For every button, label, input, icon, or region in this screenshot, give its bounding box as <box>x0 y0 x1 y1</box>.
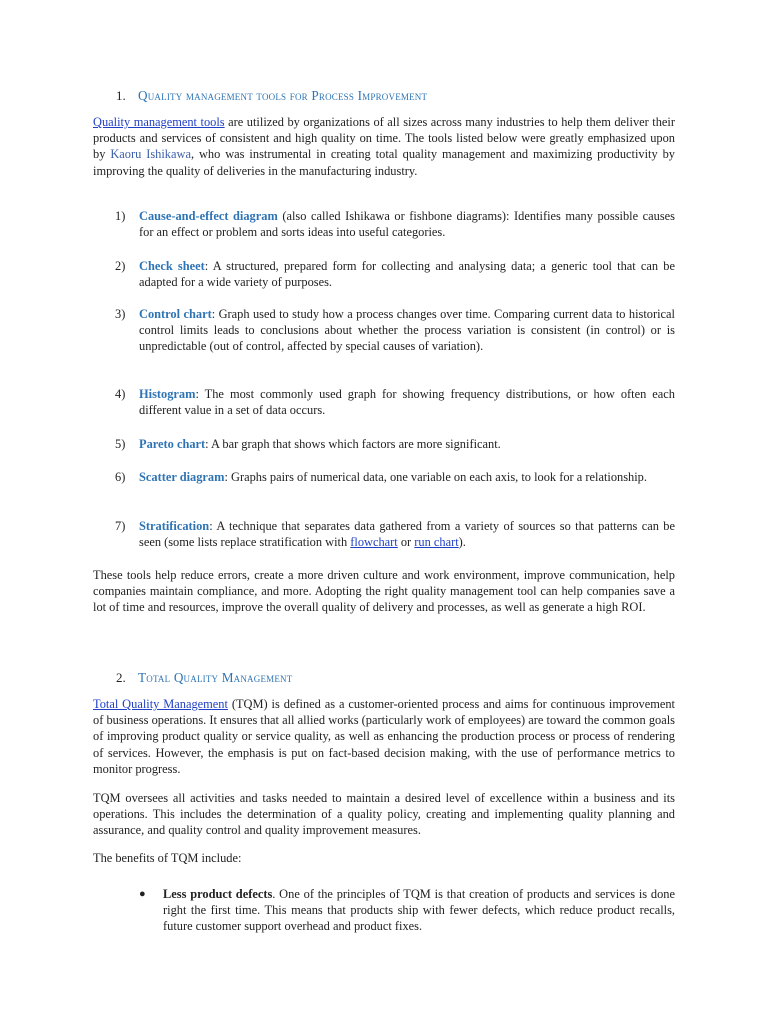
tool-description: : A technique that separates data gathered from a variety of sources so that patterns can be seen (some lists replace stratification with <box>139 519 675 550</box>
tool-item-6 <box>115 469 675 485</box>
tool-term: Pareto chart <box>139 437 206 451</box>
flowchart-link[interactable]: flowchart <box>350 535 398 550</box>
tqm-definition-paragraph <box>93 696 675 777</box>
tool-description: : Graphs pairs of numerical data, one variable on each axis, to look for a relationship. <box>224 470 647 484</box>
tool-number: 6) <box>115 470 126 484</box>
intro-paragraph <box>93 114 675 179</box>
bullet-icon: ● <box>139 888 146 900</box>
tool-description: : The most commonly used graph for showing frequency distributions, or how often each different value in a set of data occurs. <box>139 387 675 418</box>
tool-item-4 <box>115 386 675 418</box>
tool-item-5 <box>115 436 675 452</box>
section-2-number: 2. <box>116 670 126 685</box>
tool-number: 4) <box>115 387 126 401</box>
section-1-title: Quality management tools for Process Improvement <box>138 88 428 103</box>
total-quality-management-link[interactable]: Total Quality Management <box>93 697 228 711</box>
tool-description-end: ). <box>458 535 466 550</box>
tool-term: Cause-and-effect diagram <box>139 209 278 223</box>
section-1-number: 1. <box>116 88 126 103</box>
intro-text-1: are utilized by organizations of all sizes across many industries to help them deliver their products and services of consistent and high quality on time. The tools listed below were greatly emphasized upon by <box>93 115 675 162</box>
tool-description: : Graph used to study how a process changes over time. Comparing current data to historical control limits leads to conclusions about whether the process variation is consistent (in control) or is unpredictable (out of control, affected by special causes of variation). <box>139 307 675 354</box>
tool-number: 5) <box>115 437 126 451</box>
tool-description: : A structured, prepared form for collecting and analysing data; a generic tool that can be adapted for a wide variety of purposes. <box>139 259 675 290</box>
tool-number: 2) <box>115 259 126 273</box>
tool-number: 7) <box>115 519 126 533</box>
benefit-item-1 <box>139 886 675 935</box>
tool-number: 1) <box>115 209 126 223</box>
tqm-oversees-paragraph: TQM oversees all activities and tasks needed to maintain a desired level of excellence within a business and its operations. This includes the determination of a quality policy, creating and implementing quality planning and assurance, and quality control and quality improvement measures. <box>93 791 675 838</box>
tool-number: 3) <box>115 307 126 321</box>
tool-description: : A bar graph that shows which factors are more significant. <box>205 437 501 451</box>
tool-item-7 <box>115 518 675 550</box>
tool-description-mid: or <box>397 535 415 550</box>
benefit-description: . One of the principles of TQM is that creation of products and services is done right the first time. This means that products ship with fewer defects, which reduce product recalls, future customer support overhead and product fixes. <box>163 887 675 934</box>
intro-text-2: , who was instrumental in creating total quality management and maximizing productivity by improving the quality of deliveries in the manufacturing industry. <box>93 147 675 178</box>
tool-term: Control chart <box>139 307 212 321</box>
benefit-term: Less product defects <box>163 887 273 901</box>
tools-summary-paragraph: These tools help reduce errors, create a more driven culture and work environment, improve communication, help companies maintain compliance, and more. Adopting the right quality management tool can help companies save a lot of time and resources, improve the overall quality of delivery and processes, as well as generate a high ROI. <box>93 568 675 615</box>
benefits-intro: The benefits of TQM include: <box>93 851 242 865</box>
section-2-title: Total Quality Management <box>138 670 293 685</box>
section-1-heading <box>116 88 427 106</box>
tool-description: (also called Ishikawa or fishbone diagrams): Identifies many possible causes for an effect or problem and sorts ideas into useful categories. <box>139 209 675 240</box>
tool-term: Histogram <box>139 387 196 401</box>
tool-term: Stratification <box>139 519 210 533</box>
section-2-heading <box>116 670 292 688</box>
tool-term: Check sheet <box>139 259 205 273</box>
kaoru-ishikawa-name: Kaoru Ishikawa <box>110 147 191 162</box>
tool-item-2 <box>115 258 675 290</box>
tool-item-1 <box>115 208 675 240</box>
tool-item-3 <box>115 306 675 355</box>
tool-term: Scatter diagram <box>139 470 225 484</box>
tqm-definition-text: (TQM) is defined as a customer-oriented process and aims for continuous improvement of business operations. It ensures that all allied works (particularly work of employees) are toward the common goals of improving product quality or service quality, as well as enhancing the production process or process of rendering of services. However, the emphasis is put on fact-based decision making, with the use of performance metrics to monitor progress. <box>93 697 676 776</box>
run-chart-link[interactable]: run chart <box>414 535 459 550</box>
quality-management-tools-link[interactable]: Quality management tools <box>93 115 225 129</box>
